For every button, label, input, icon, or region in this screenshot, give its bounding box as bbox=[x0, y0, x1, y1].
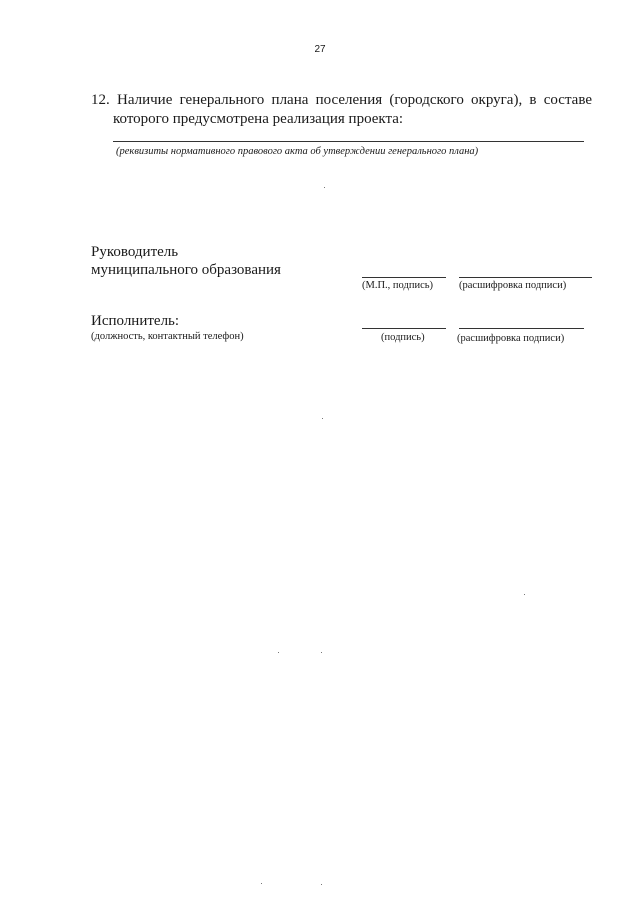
executor-position-phone-note: (должность, контактный телефон) bbox=[91, 331, 244, 342]
executor-decode-label: (расшифровка подписи) bbox=[457, 333, 565, 344]
executor-signature-line bbox=[362, 328, 446, 329]
head-decode-label: (расшифровка подписи) bbox=[459, 280, 567, 291]
head-title-line1: Руководитель bbox=[91, 244, 179, 260]
head-title-line2: муниципального образования bbox=[91, 262, 281, 278]
head-title bbox=[91, 243, 281, 279]
scan-speck bbox=[321, 652, 322, 653]
head-stamp-signature-label: (М.П., подпись) bbox=[362, 280, 434, 291]
scan-speck bbox=[322, 418, 323, 419]
page-number: 27 bbox=[314, 44, 326, 55]
head-decode-line bbox=[459, 277, 592, 278]
scan-speck bbox=[278, 652, 279, 653]
general-plan-fill-line bbox=[113, 141, 584, 142]
executor-title: Исполнитель: bbox=[91, 313, 180, 329]
scan-speck bbox=[524, 594, 525, 595]
executor-decode-line bbox=[459, 328, 584, 329]
section-12-heading-line2: которого предусмотрена реализация проекта: bbox=[113, 111, 404, 127]
general-plan-caption: (реквизиты нормативного правового акта об утверждении генерального плана) bbox=[116, 146, 479, 157]
section-12-heading-line1: 12. Наличие генерального плана поселения (городского округа), в составе bbox=[91, 92, 592, 108]
scan-speck bbox=[261, 883, 262, 884]
scan-speck bbox=[321, 884, 322, 885]
executor-signature-label: (подпись) bbox=[381, 332, 425, 343]
scan-speck bbox=[324, 187, 325, 188]
head-signature-line bbox=[362, 277, 446, 278]
